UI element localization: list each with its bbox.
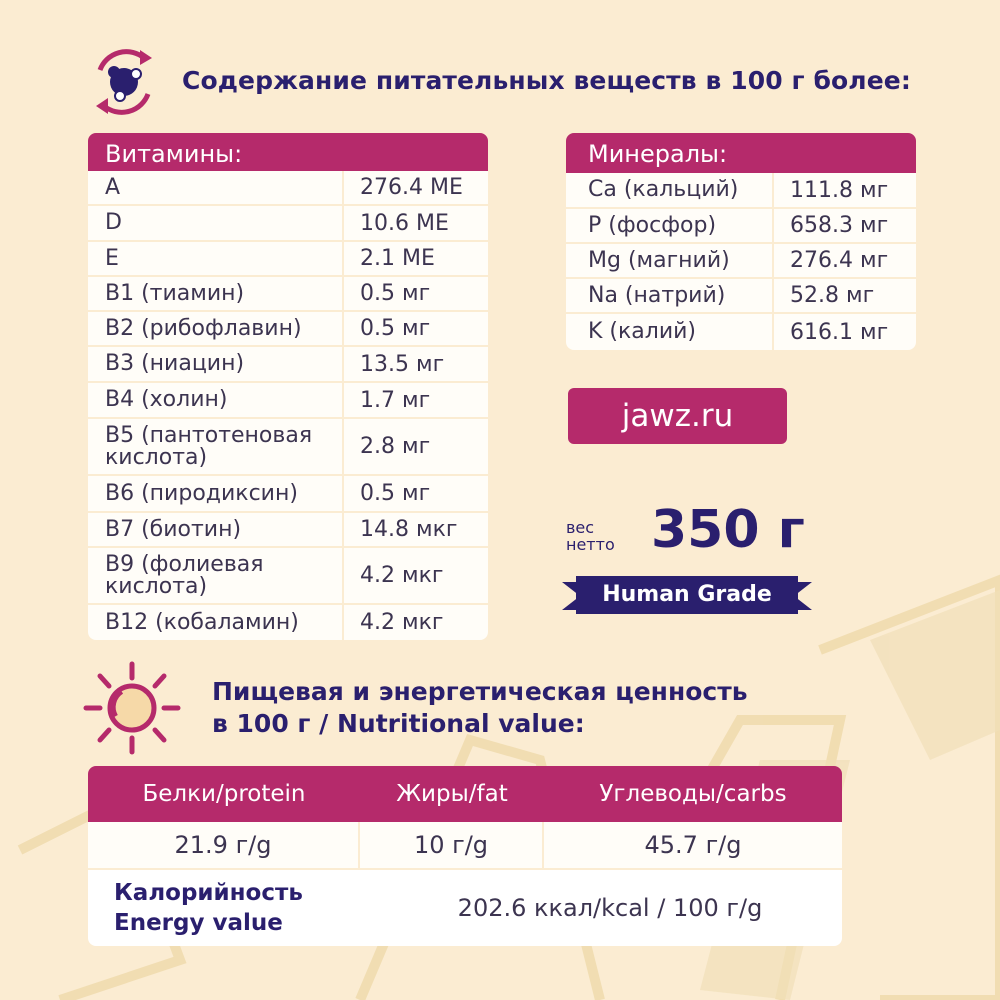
vitamin-value: 2.1 МЕ — [360, 246, 435, 271]
vitamin-value: 13.5 мг — [360, 351, 445, 377]
mineral-name: P (фосфор) — [566, 209, 774, 242]
table-row — [88, 312, 488, 347]
vitamin-name: E — [88, 242, 344, 275]
protein-header: Белки/protein — [142, 781, 306, 807]
vitamin-value: 276.4 МЕ — [360, 175, 463, 200]
table-row — [566, 279, 916, 314]
table-row — [88, 242, 488, 277]
weight-label-line1: вес — [566, 518, 595, 537]
weight-label-line2: нетто — [566, 535, 615, 554]
table-row — [88, 383, 488, 419]
nutrition-title-line1: Пищевая и энергетическая ценность — [212, 677, 748, 706]
table-row — [88, 476, 488, 513]
table-row — [566, 244, 916, 279]
vitamin-name: B4 (холин) — [88, 383, 344, 417]
vitamins-table — [88, 133, 488, 640]
vitamin-name: D — [88, 206, 344, 240]
table-row — [566, 314, 916, 350]
table-row — [88, 206, 488, 242]
carbs-value: 45.7 г/g — [644, 831, 742, 859]
mineral-value: 111.8 мг — [790, 177, 889, 203]
vitamin-value: 0.5 мг — [360, 481, 431, 506]
vitamin-value: 0.5 мг — [360, 281, 431, 306]
vitamin-name: B9 (фолиевая кислота) — [88, 548, 344, 603]
mineral-value: 658.3 мг — [790, 213, 889, 238]
vitamins-header: Витамины: — [88, 133, 488, 171]
vitamin-name: B12 (кобаламин) — [88, 605, 344, 640]
energy-label-en: Energy value — [114, 910, 283, 936]
vitamin-value: 2.8 мг — [360, 434, 431, 459]
minerals-table — [566, 133, 916, 350]
molecule-cycle-icon — [82, 44, 164, 120]
fat-value: 10 г/g — [360, 822, 544, 868]
table-row — [88, 605, 488, 640]
minerals-header: Минералы: — [566, 133, 916, 173]
vitamin-value: 1.7 мг — [360, 387, 431, 413]
nutrition-title — [212, 676, 748, 740]
mineral-name: Na (натрий) — [566, 279, 774, 312]
mineral-name: K (калий) — [566, 314, 774, 350]
weight-label — [566, 519, 615, 553]
energy-row — [88, 868, 842, 946]
protein-value: 21.9 г/g — [88, 822, 360, 868]
vitamin-value: 10.6 МЕ — [360, 210, 449, 236]
vitamin-value: 14.8 мкг — [360, 517, 458, 542]
vitamin-name: B2 (рибофлавин) — [88, 312, 344, 345]
mineral-value: 616.1 мг — [790, 319, 889, 345]
nutrition-header-row — [88, 766, 842, 822]
vitamin-name: A — [88, 171, 344, 204]
mineral-name: Mg (магний) — [566, 244, 774, 277]
vitamin-name: B5 (пантотеновая кислота) — [88, 419, 344, 474]
weight-value: 350 г — [651, 500, 805, 560]
table-row — [88, 277, 488, 312]
energy-value: 202.6 ккал/kcal / 100 г/g — [457, 894, 763, 922]
mineral-value: 276.4 мг — [790, 248, 889, 273]
sun-icon — [82, 660, 182, 756]
nutrition-values-row — [88, 822, 842, 868]
vitamin-name: B3 (ниацин) — [88, 347, 344, 381]
vitamin-value: 0.5 мг — [360, 316, 431, 341]
energy-label-ru: Калорийность — [114, 880, 303, 906]
page-title: Содержание питательных веществ в 100 г более: — [182, 66, 911, 95]
fat-header: Жиры/fat — [396, 781, 508, 807]
table-row — [88, 548, 488, 605]
vitamin-name: B6 (пиродиксин) — [88, 476, 344, 511]
carbs-header: Углеводы/carbs — [599, 781, 787, 807]
vitamin-value: 4.2 мкг — [360, 610, 444, 635]
nutrition-title-line2: в 100 г / Nutritional value: — [212, 709, 585, 738]
table-row — [88, 513, 488, 548]
nutrition-table — [88, 766, 842, 946]
vitamin-name: B7 (биотин) — [88, 513, 344, 546]
table-row — [88, 171, 488, 206]
mineral-value: 52.8 мг — [790, 283, 875, 308]
table-row — [566, 209, 916, 244]
vitamin-value: 4.2 мкг — [360, 563, 444, 588]
energy-label — [88, 878, 378, 938]
site-link[interactable]: jawz.ru — [568, 388, 787, 444]
table-row — [88, 419, 488, 476]
table-row — [88, 347, 488, 383]
table-row — [566, 173, 916, 209]
vitamin-name: B1 (тиамин) — [88, 277, 344, 310]
grade-label: Human Grade — [602, 582, 772, 607]
mineral-name: Ca (кальций) — [566, 173, 774, 207]
